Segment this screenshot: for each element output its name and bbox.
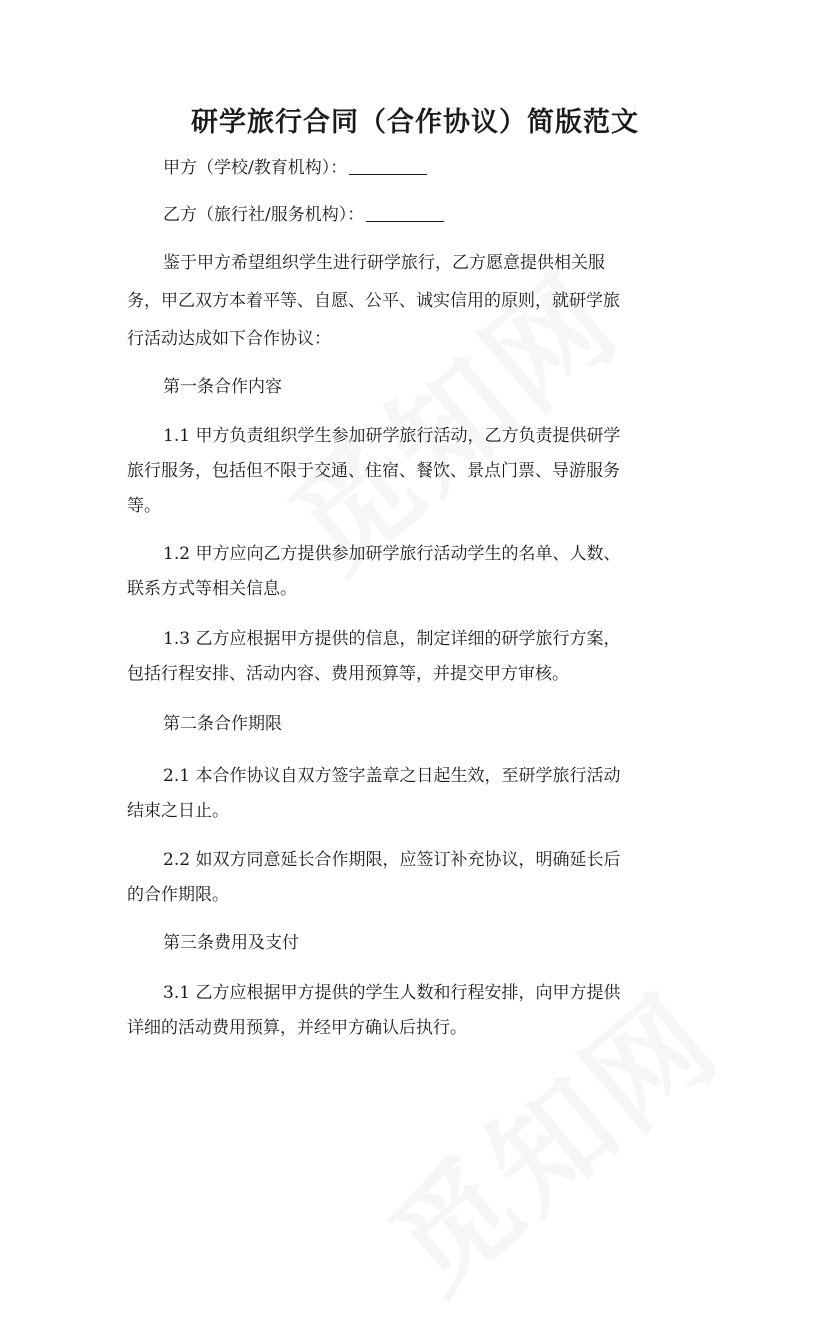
clause-2-1: 结束之日止。	[127, 801, 229, 821]
clause-2-2: 2.2 如双方同意延长合作期限，应签订补充协议，明确延长后	[163, 850, 621, 870]
party-a-line	[163, 151, 743, 185]
party-a-blank	[349, 154, 427, 175]
document-title: 研学旅行合同（合作协议）简版范文	[191, 107, 639, 138]
party-b-blank	[366, 201, 444, 222]
clause-1-3: 1.3 乙方应根据甲方提供的信息，制定详细的研学旅行方案，	[163, 629, 621, 649]
clause-2-1: 2.1 本合作协议自双方签字盖章之日起生效，至研学旅行活动	[163, 766, 621, 786]
article-3-heading: 第三条费用及支付	[163, 933, 299, 953]
party-b-line	[163, 198, 743, 232]
clause-3-1: 3.1 乙方应根据甲方提供的学生人数和行程安排，向甲方提供	[163, 983, 621, 1003]
clause-1-2: 1.2 甲方应向乙方提供参加研学旅行活动学生的名单、人数、	[163, 544, 621, 564]
clause-1-1: 1.1 甲方负责组织学生参加研学旅行活动，乙方负责提供研学	[163, 426, 621, 446]
article-1-heading: 第一条合作内容	[163, 377, 282, 397]
clause-1-1: 等。	[127, 496, 161, 516]
article-2-heading: 第二条合作期限	[163, 714, 282, 734]
preamble-line: 务，甲乙双方本着平等、自愿、公平、诚实信用的原则，就研学旅	[127, 291, 620, 311]
clause-1-2: 联系方式等相关信息。	[127, 579, 297, 599]
clause-2-2: 的合作期限。	[127, 885, 229, 905]
preamble-line: 鉴于甲方希望组织学生进行研学旅行，乙方愿意提供相关服	[163, 253, 605, 273]
clause-3-1: 详细的活动费用预算，并经甲方确认后执行。	[127, 1018, 467, 1038]
party-b-label: 乙方（旅行社/服务机构）：	[163, 205, 365, 225]
party-a-label: 甲方（学校/教育机构）：	[163, 158, 348, 178]
clause-1-1: 旅行服务，包括但不限于交通、住宿、餐饮、景点门票、导游服务	[127, 461, 620, 481]
clause-1-3: 包括行程安排、活动内容、费用预算等，并提交甲方审核。	[127, 664, 569, 684]
preamble-line: 行活动达成如下合作协议：	[127, 329, 331, 349]
